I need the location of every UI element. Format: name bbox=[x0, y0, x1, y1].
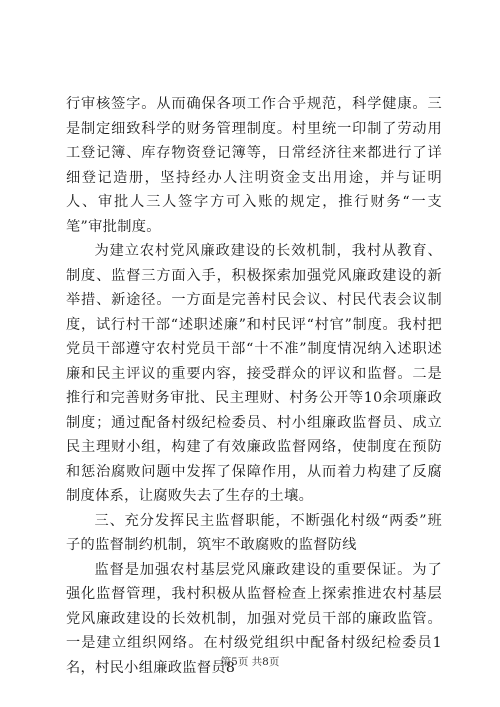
paragraph-1: 行审核签字。从而确保各项工作合乎规范，科学健康。三是制定细致科学的财务管理制度。村里统一印制了劳动用工登记簿、库存物资登记簿等，日常经济往来都进行了详细登记造册，坚持经办人注明资金支出用途，并与证明人、审批人三人签字方可入账的规定，推行财务“一支笔”审批制度。 bbox=[66, 96, 442, 235]
section-heading-3: 三、充分发挥民主监督职能，不断强化村级“两委”班子的监督制约机制，筑牢不敢腐败的监督防线 bbox=[66, 512, 442, 553]
page-footer: 第5页 共8页 bbox=[220, 656, 280, 668]
paragraph-2: 为建立农村党风廉政建设的长效机制，我村从教育、制度、监督三方面入手，积极探索加强党风廉政建设的新举措、新途径。一方面是完善村民会议、村民代表会议制度，试行村干部“述职述廉”和村民评“村官”制度。我村把党员干部遵守农村党员干部“十不准”制度情况纳入述职述廉和民主评议的重要内容，接受群众的评议和监督。二是推行和完善财务审批、民主理财、村务公开等10余项廉政制度；通过配备村级纪检委员、村小组廉政监督员、成立民主理财小组，构建了有效廉政监督网络，使制度在预防和惩治腐败问题中发挥了保障作用，从而着力构建了反腐制度体系，让腐败失去了生存的土壤。 bbox=[66, 243, 442, 504]
document-body bbox=[66, 92, 442, 680]
paragraph-4: 监督是加强农村基层党风廉政建设的重要保证。为了强化监督管理，我村积极从监督检查上探索推进农村基层党风廉政建设的长效机制，加强对党员干部的廉政监管。一是建立组织网络。在村级党组织中配备村级纪检委员1名，村民小组廉政监督员8 bbox=[66, 561, 442, 676]
